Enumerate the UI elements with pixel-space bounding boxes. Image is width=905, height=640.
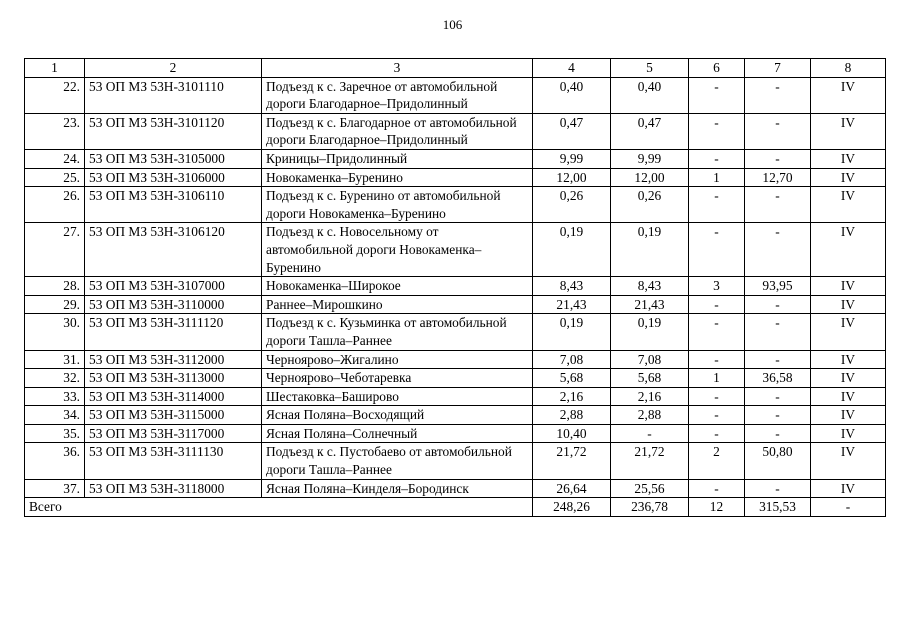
column-header-5: 5: [611, 59, 689, 78]
road-code: 53 ОП МЗ 53Н-3112000: [85, 350, 262, 369]
row-number: 23.: [25, 113, 85, 149]
road-name: Новокаменка–Буренино: [262, 168, 533, 187]
road-code: 53 ОП МЗ 53Н-3106110: [85, 187, 262, 223]
road-name: Черноярово–Жигалино: [262, 350, 533, 369]
col-5-value: 2,88: [611, 406, 689, 425]
col-8-value: IV: [811, 406, 886, 425]
row-number: 26.: [25, 187, 85, 223]
col-4-value: 12,00: [533, 168, 611, 187]
col-5-value: 0,40: [611, 77, 689, 113]
col-4-value: 0,26: [533, 187, 611, 223]
col-5-value: 0,19: [611, 314, 689, 350]
col-8-value: IV: [811, 314, 886, 350]
column-header-1: 1: [25, 59, 85, 78]
col-4-value: 21,72: [533, 443, 611, 479]
table-row: [25, 168, 886, 187]
col-8-value: IV: [811, 479, 886, 498]
row-number: 29.: [25, 295, 85, 314]
table-row: [25, 113, 886, 149]
row-number: 33.: [25, 387, 85, 406]
col-8-value: IV: [811, 168, 886, 187]
row-number: 28.: [25, 277, 85, 296]
row-number: 22.: [25, 77, 85, 113]
total-col-5: 236,78: [611, 498, 689, 517]
road-code: 53 ОП МЗ 53Н-3114000: [85, 387, 262, 406]
col-6-value: -: [689, 113, 745, 149]
col-7-value: 93,95: [745, 277, 811, 296]
road-name: Новокаменка–Широкое: [262, 277, 533, 296]
road-name: Черноярово–Чеботаревка: [262, 369, 533, 388]
col-6-value: -: [689, 406, 745, 425]
row-number: 35.: [25, 424, 85, 443]
table-row: [25, 314, 886, 350]
road-code: 53 ОП МЗ 53Н-3106000: [85, 168, 262, 187]
col-4-value: 10,40: [533, 424, 611, 443]
col-4-value: 21,43: [533, 295, 611, 314]
col-8-value: IV: [811, 424, 886, 443]
road-code: 53 ОП МЗ 53Н-3113000: [85, 369, 262, 388]
row-number: 30.: [25, 314, 85, 350]
road-registry-table: [24, 58, 886, 517]
col-5-value: 12,00: [611, 168, 689, 187]
road-name: Раннее–Мирошкино: [262, 295, 533, 314]
col-6-value: -: [689, 187, 745, 223]
total-col-8: -: [811, 498, 886, 517]
col-8-value: IV: [811, 387, 886, 406]
col-4-value: 8,43: [533, 277, 611, 296]
col-7-value: 12,70: [745, 168, 811, 187]
col-5-value: 7,08: [611, 350, 689, 369]
col-7-value: -: [745, 479, 811, 498]
col-4-value: 5,68: [533, 369, 611, 388]
page-number: 106: [442, 17, 463, 32]
road-name: Подъезд к с. Благодарное от автомобильной дороги Благодарное–Придолинный: [262, 113, 533, 149]
col-4-value: 2,88: [533, 406, 611, 425]
road-code: 53 ОП МЗ 53Н-3115000: [85, 406, 262, 425]
table-row: [25, 223, 886, 277]
col-6-value: -: [689, 387, 745, 406]
col-6-value: -: [689, 223, 745, 277]
col-7-value: -: [745, 314, 811, 350]
total-col-6: 12: [689, 498, 745, 517]
road-name: Подъезд к с. Кузьминка от автомобильной дороги Ташла–Раннее: [262, 314, 533, 350]
road-name: Подъезд к с. Пустобаево от автомобильной дороги Ташла–Раннее: [262, 443, 533, 479]
column-header-7: 7: [745, 59, 811, 78]
col-7-value: 36,58: [745, 369, 811, 388]
col-7-value: -: [745, 149, 811, 168]
column-header-4: 4: [533, 59, 611, 78]
road-name: Ясная Поляна–Кинделя–Бородинск: [262, 479, 533, 498]
col-5-value: 9,99: [611, 149, 689, 168]
row-number: 32.: [25, 369, 85, 388]
table-body: [25, 77, 886, 498]
col-6-value: -: [689, 295, 745, 314]
table-row: [25, 149, 886, 168]
col-7-value: -: [745, 406, 811, 425]
column-header-6: 6: [689, 59, 745, 78]
road-code: 53 ОП МЗ 53Н-3111120: [85, 314, 262, 350]
col-5-value: 2,16: [611, 387, 689, 406]
col-4-value: 7,08: [533, 350, 611, 369]
road-code: 53 ОП МЗ 53Н-3118000: [85, 479, 262, 498]
row-number: 25.: [25, 168, 85, 187]
table-row: [25, 350, 886, 369]
row-number: 37.: [25, 479, 85, 498]
road-name: Ясная Поляна–Восходящий: [262, 406, 533, 425]
road-code: 53 ОП МЗ 53Н-3101120: [85, 113, 262, 149]
row-number: 27.: [25, 223, 85, 277]
col-8-value: IV: [811, 77, 886, 113]
col-8-value: IV: [811, 149, 886, 168]
table-row: [25, 277, 886, 296]
table-row: [25, 479, 886, 498]
table-row: [25, 77, 886, 113]
table-row: [25, 295, 886, 314]
col-6-value: 1: [689, 369, 745, 388]
col-8-value: IV: [811, 369, 886, 388]
col-8-value: IV: [811, 113, 886, 149]
col-7-value: -: [745, 387, 811, 406]
col-6-value: 1: [689, 168, 745, 187]
total-col-4: 248,26: [533, 498, 611, 517]
road-code: 53 ОП МЗ 53Н-3105000: [85, 149, 262, 168]
col-7-value: -: [745, 187, 811, 223]
road-name: Ясная Поляна–Солнечный: [262, 424, 533, 443]
road-name: Подъезд к с. Буренино от автомобильной дороги Новокаменка–Буренино: [262, 187, 533, 223]
col-8-value: IV: [811, 443, 886, 479]
road-name: Подъезд к с. Заречное от автомобильной дороги Благодарное–Придолинный: [262, 77, 533, 113]
col-6-value: -: [689, 77, 745, 113]
col-5-value: 8,43: [611, 277, 689, 296]
road-name: Подъезд к с. Новосельному от автомобильной дороги Новокаменка–Буренино: [262, 223, 533, 277]
total-row: [25, 498, 886, 517]
col-8-value: IV: [811, 223, 886, 277]
header-row: [25, 59, 886, 78]
col-4-value: 26,64: [533, 479, 611, 498]
col-4-value: 0,19: [533, 314, 611, 350]
col-5-value: -: [611, 424, 689, 443]
row-number: 24.: [25, 149, 85, 168]
col-4-value: 9,99: [533, 149, 611, 168]
table-row: [25, 387, 886, 406]
column-header-2: 2: [85, 59, 262, 78]
table-row: [25, 443, 886, 479]
table-row: [25, 424, 886, 443]
col-8-value: IV: [811, 187, 886, 223]
table-row: [25, 187, 886, 223]
col-5-value: 0,47: [611, 113, 689, 149]
col-8-value: IV: [811, 295, 886, 314]
row-number: 34.: [25, 406, 85, 425]
col-7-value: -: [745, 113, 811, 149]
col-7-value: -: [745, 295, 811, 314]
col-4-value: 2,16: [533, 387, 611, 406]
road-code: 53 ОП МЗ 53Н-3111130: [85, 443, 262, 479]
road-code: 53 ОП МЗ 53Н-3101110: [85, 77, 262, 113]
col-5-value: 0,19: [611, 223, 689, 277]
col-5-value: 21,72: [611, 443, 689, 479]
col-8-value: IV: [811, 350, 886, 369]
col-5-value: 25,56: [611, 479, 689, 498]
col-5-value: 5,68: [611, 369, 689, 388]
col-7-value: -: [745, 223, 811, 277]
road-name: Шестаковка–Баширово: [262, 387, 533, 406]
road-code: 53 ОП МЗ 53Н-3117000: [85, 424, 262, 443]
total-label: Всего: [25, 498, 533, 517]
col-7-value: 50,80: [745, 443, 811, 479]
col-6-value: -: [689, 149, 745, 168]
col-6-value: -: [689, 424, 745, 443]
column-header-8: 8: [811, 59, 886, 78]
col-4-value: 0,47: [533, 113, 611, 149]
column-header-3: 3: [262, 59, 533, 78]
col-8-value: IV: [811, 277, 886, 296]
row-number: 31.: [25, 350, 85, 369]
road-code: 53 ОП МЗ 53Н-3106120: [85, 223, 262, 277]
road-name: Криницы–Придолинный: [262, 149, 533, 168]
table-row: [25, 369, 886, 388]
total-col-7: 315,53: [745, 498, 811, 517]
col-7-value: -: [745, 350, 811, 369]
road-code: 53 ОП МЗ 53Н-3107000: [85, 277, 262, 296]
col-6-value: -: [689, 479, 745, 498]
col-4-value: 0,19: [533, 223, 611, 277]
col-7-value: -: [745, 77, 811, 113]
col-6-value: -: [689, 314, 745, 350]
row-number: 36.: [25, 443, 85, 479]
col-5-value: 0,26: [611, 187, 689, 223]
col-7-value: -: [745, 424, 811, 443]
table-row: [25, 406, 886, 425]
col-4-value: 0,40: [533, 77, 611, 113]
col-5-value: 21,43: [611, 295, 689, 314]
col-6-value: -: [689, 350, 745, 369]
col-6-value: 2: [689, 443, 745, 479]
col-6-value: 3: [689, 277, 745, 296]
road-code: 53 ОП МЗ 53Н-3110000: [85, 295, 262, 314]
